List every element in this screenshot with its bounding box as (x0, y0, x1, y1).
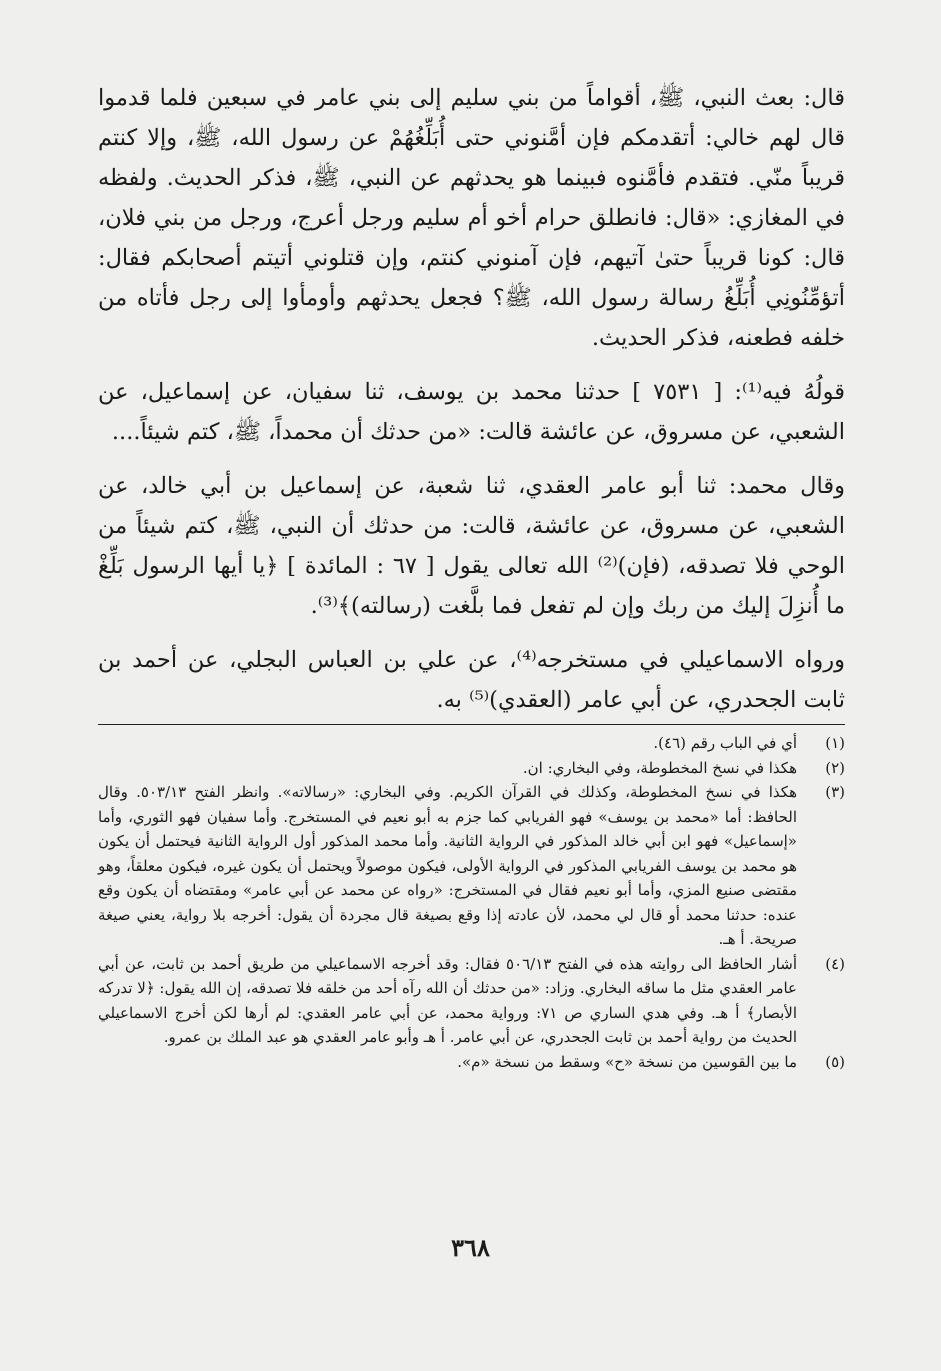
footnote-number: (٥) (825, 1052, 845, 1071)
main-text (98, 78, 845, 720)
footnote-number: (٣) (825, 783, 845, 801)
paragraph-1: قال: بعث النبي، ﷺ، أقواماً من بني سليم إلى بني عامر في سبعين فلما قدموا قال لهم خالي: أتقدمكم فإن أمَّنوني حتى أُبَلِّغُهُمْ عن رسول الله، ﷺ، وإلا كنتم قريباً منّي. فتقدم فأمَّنوه فبينما هو يحدثهم عن النبي، ﷺ، فذكر الحديث. ولفظه في المغازي: «قال: فانطلق حرام أخو أم سليم ورجل أعرج، ورجل من بني فلان، قال: كونا قريباً حتىٰ آتيهم، فإن آمنوني كنتم، وإن قتلوني أتيتم أصحابكم فقال: أتؤمِّنُونِي أُبَلِّغُ رسالة رسول الله، ﷺ؟ فجعل يحدثهم وأومأوا إلى رجل فأتاه من خلفه فطعنه، فذكر الحديث. (98, 85, 845, 351)
footnote-text: هكذا في نسخ المخطوطة، وفي البخاري: ان. (522, 758, 797, 777)
footnote-text: أشار الحافظ الى روايته هذه في الفتح ٥٠٦/١٣ فقال: وقد أخرجه الاسماعيلي من طريق أحمد بن ثابت، عن أبي عامر العقدي مثل ما ساقه البخاري. وزاد: «من حدثك أن الله رآه أحد من خلقه فلا تصدقه، إن الله يقول: ﴿لا تدركه الأبصار﴾ أ هـ. وفي هدي الساري ص ٧١: ورواية محمد، عن أبي عامر العقدي: لم أرها لكن أخرج الاسماعيلي الحديث من رواية أحمد بن ثابت الجحدري، عن أبي عامر. أ هـ وأبو عامر العقدي هو عبد الملك بن عمرو. (98, 954, 797, 1046)
footnote-text: هكذا في نسخ المخطوطة، وكذلك في القرآن الكريم. وفي البخاري: «رسالاته». وانظر الفتح ٥٠٣/١٣. وقال الحافظ: أما «محمد بن يوسف» فهو الفريابي كما جزم به أبو نعيم في المستخرج. وأما سفيان فهو الثوري، وأما «إسماعيل» فهو ابن أبي خالد المذكور في الرواية الثانية. وأما محمد المذكور أول الرواية الثانية فيحتمل أن يكون هو محمد بن يوسف الفريابي المذكور في الرواية الأولى، فيكون موصولاً ويحتمل أن يكون غيره، فيكون معلقاً، وهو مقتضى صنيع المزي، وأما أبو نعيم فقال في المستخرج: «رواه عن محمد عن أبي عامر» ومقتضاه أن يكون وقع عنده: حدثنا محمد أو قال لي محمد، لأن عادته إذا وقع بصيغة قال مجردة أن يقول: أخرجه بلا رواية، يعني صيغة صريحة. أ هـ. (98, 783, 797, 948)
paragraph-3: وقال محمد: ثنا أبو عامر العقدي، ثنا شعبة، عن إسماعيل بن أبي خالد، عن الشعبي، عن مسروق، عن عائشة، قالت: من حدثك أن النبي، ﷺ، كتم شيئاً من الوحي فلا تصدقه، (فإن)⁽²⁾ الله تعالى يقول [ ٦٧ : المائدة ] ﴿يا أيها الرسول بَلِّغْ ما أُنزِلَ إليك من ربك وإن لم تفعل فما بلَّغت (رسالته)﴾⁽³⁾. (98, 473, 846, 619)
footnotes (98, 731, 845, 1074)
footnote-5 (98, 1050, 845, 1075)
footnote-number: (١) (825, 734, 845, 752)
footnote-number: (٤) (825, 954, 845, 973)
footnote-1 (98, 731, 845, 756)
page-number: ٣٦٨ (451, 1233, 490, 1262)
paragraph-4: ورواه الاسماعيلي في مستخرجه⁽⁴⁾، عن علي بن العباس البجلي، عن أحمد بن ثابت الجحدري، عن أبي عامر (العقدي)⁽⁵⁾ به. (98, 647, 846, 713)
footnote-3 (98, 780, 845, 952)
footnote-number: (٢) (825, 758, 845, 777)
paragraph-2: قولُهُ فيه⁽¹⁾: [ ٧٥٣١ ] حدثنا محمد بن يوسف، ثنا سفيان، عن إسماعيل، عن الشعبي، عن مسروق، عن عائشة قالت: «من حدثك أن محمداً، ﷺ، كتم شيئاً.... (98, 379, 845, 445)
footnote-2 (98, 756, 845, 781)
footnote-text: ما بين القوسين من نسخة «ح» وسقط من نسخة «م». (457, 1052, 797, 1071)
footnote-separator (98, 724, 845, 725)
footnote-text: أي في الباب رقم (٤٦). (653, 734, 797, 752)
footnote-4 (98, 952, 845, 1050)
